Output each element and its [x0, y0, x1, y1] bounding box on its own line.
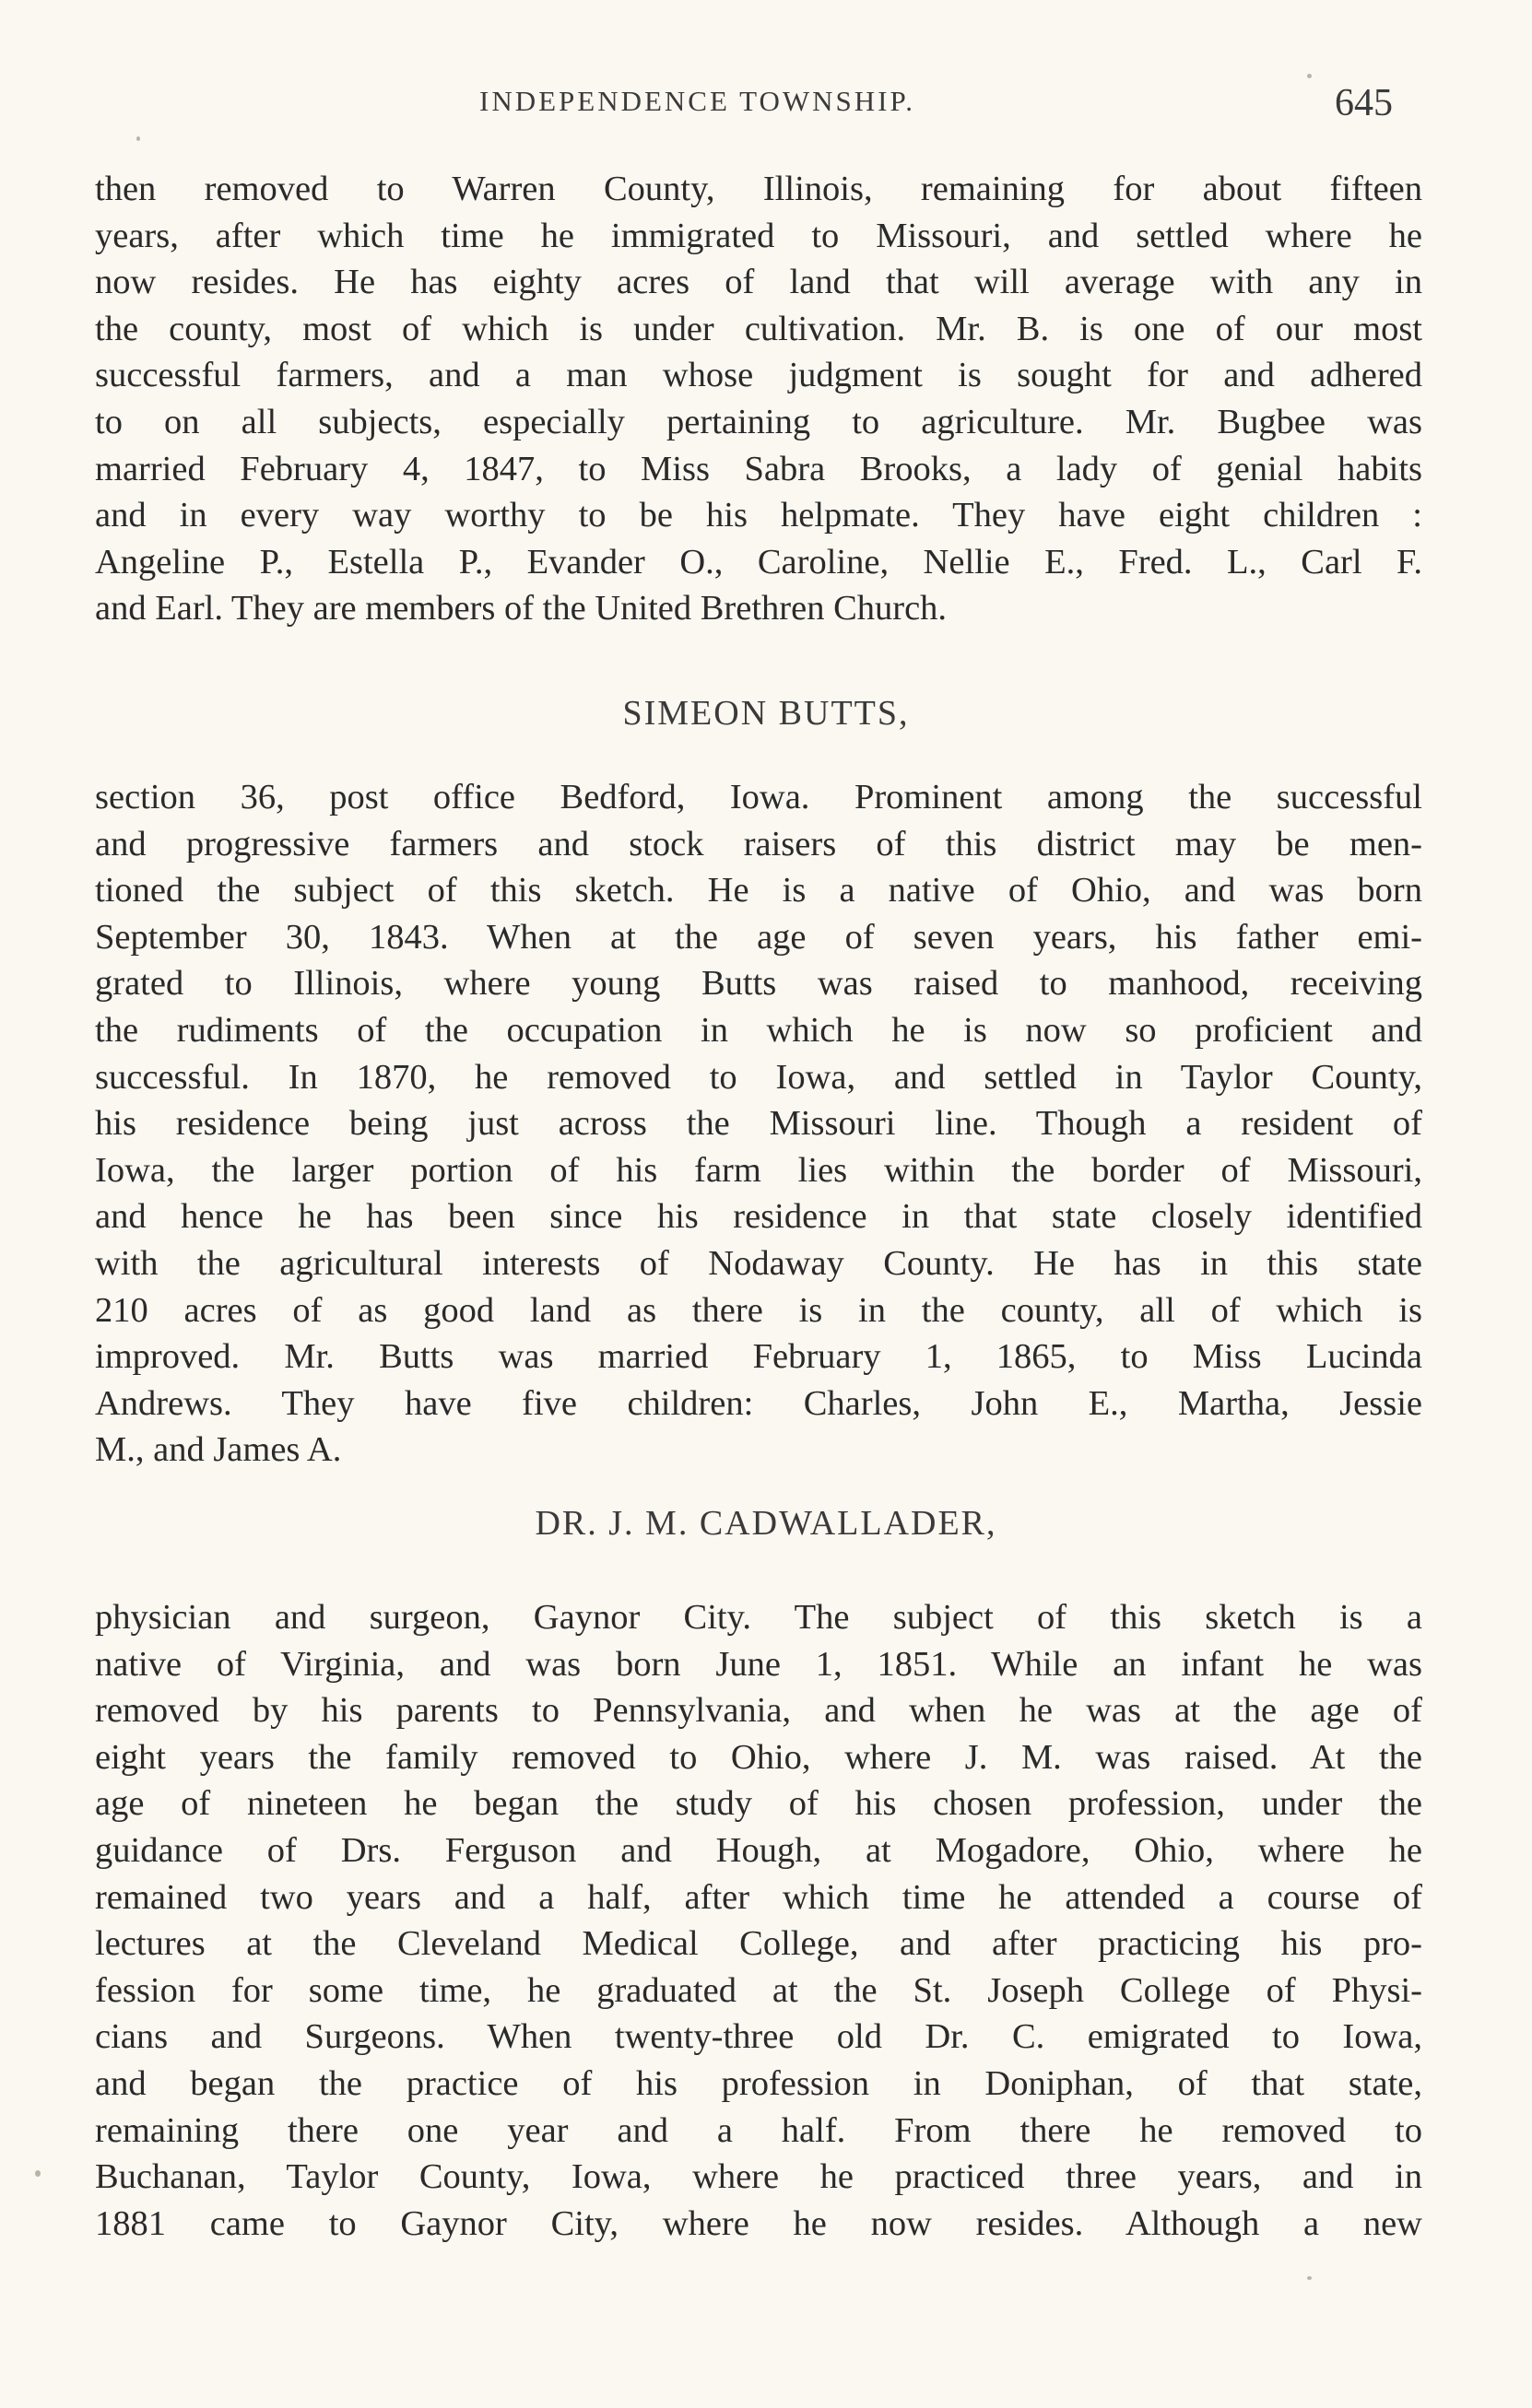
- text-line: eight years the family removed to Ohio, where J. M. was raised. At the: [95, 1737, 1422, 1777]
- text-line: fession for some time, he graduated at the St. Joseph College of Physi-: [95, 1970, 1422, 2010]
- text-line: the county, most of which is under cultivation. Mr. B. is one of our most: [95, 309, 1422, 348]
- text-line: native of Virginia, and was born June 1, 1851. While an infant he was: [95, 1644, 1422, 1684]
- text-line: successful farmers, and a man whose judgment is sought for and adhered: [95, 356, 1422, 395]
- text-line: lectures at the Cleveland Medical College, and after practicing his pro-: [95, 1924, 1422, 1964]
- text-line: improved. Mr. Butts was married February 1, 1865, to Miss Lucinda: [95, 1337, 1422, 1377]
- page-number: 645: [1335, 82, 1393, 124]
- text-line: married February 4, 1847, to Miss Sabra Brooks, a lady of genial habits: [95, 449, 1422, 488]
- text-line: successful. In 1870, he removed to Iowa, and settled in Taylor County,: [95, 1057, 1422, 1097]
- text-line: M., and James A.: [95, 1430, 342, 1470]
- text-line: Iowa, the larger portion of his farm lies within the border of Missouri,: [95, 1150, 1422, 1190]
- text-line: 1881 came to Gaynor City, where he now resides. Although a new: [95, 2203, 1422, 2243]
- text-line: guidance of Drs. Ferguson and Hough, at Mogadore, Ohio, where he: [95, 1830, 1422, 1870]
- continued-paragraph: [95, 166, 1422, 632]
- biography-cadwallader: [95, 1594, 1422, 2247]
- text-line: and began the practice of his profession in Doniphan, of that state,: [95, 2063, 1422, 2103]
- text-line: Buchanan, Taylor County, Iowa, where he practiced three years, and in: [95, 2157, 1422, 2197]
- text-line: and progressive farmers and stock raisers of this district may be men-: [95, 824, 1422, 863]
- paper-speck: [35, 2170, 41, 2177]
- text-line: then removed to Warren County, Illinois, remaining for about fifteen: [95, 170, 1422, 208]
- text-line: and in every way worthy to be his helpmate. They have eight children :: [95, 496, 1422, 535]
- section-heading-simeon-butts: SIMEON BUTTS,: [622, 694, 910, 733]
- running-head: [0, 81, 1532, 127]
- text-line: September 30, 1843. When at the age of seven years, his father emi-: [95, 917, 1422, 957]
- running-title: INDEPENDENCE TOWNSHIP.: [479, 85, 916, 117]
- paper-speck: [136, 136, 140, 141]
- text-line: remained two years and a half, after which time he attended a course of: [95, 1877, 1422, 1917]
- section-heading-cadwallader: DR. J. M. CADWALLADER,: [535, 1504, 997, 1543]
- text-line: and hence he has been since his residence in that state closely identified: [95, 1197, 1422, 1237]
- text-line: grated to Illinois, where young Butts was raised to manhood, receiving: [95, 964, 1422, 1004]
- text-line: age of nineteen he began the study of his chosen profession, under the: [95, 1784, 1422, 1824]
- text-line: Angeline P., Estella P., Evander O., Caroline, Nellie E., Fred. L., Carl F.: [95, 542, 1422, 581]
- text-line: to on all subjects, especially pertaining to agriculture. Mr. Bugbee was: [95, 402, 1422, 441]
- text-line: cians and Surgeons. When twenty-three old Dr. C. emigrated to Iowa,: [95, 2017, 1422, 2057]
- paper-speck: [1307, 2276, 1312, 2280]
- text-line: tioned the subject of this sketch. He is a native of Ohio, and was born: [95, 871, 1422, 910]
- text-line: with the agricultural interests of Nodaway County. He has in this state: [95, 1243, 1422, 1283]
- text-line: his residence being just across the Missouri line. Though a resident of: [95, 1104, 1422, 1144]
- text-line: and Earl. They are members of the United Brethren Church.: [95, 589, 948, 628]
- text-line: now resides. He has eighty acres of land that will average with any in: [95, 263, 1422, 302]
- biography-simeon-butts: [95, 774, 1422, 1474]
- text-line: years, after which time he immigrated to Missouri, and settled where he: [95, 216, 1422, 255]
- paper-speck: [1307, 74, 1312, 78]
- text-line: remaining there one year and a half. From there he removed to: [95, 2110, 1422, 2150]
- text-line: Andrews. They have five children: Charles, John E., Martha, Jessie: [95, 1383, 1422, 1423]
- text-line: physician and surgeon, Gaynor City. The subject of this sketch is a: [95, 1598, 1422, 1637]
- text-line: 210 acres of as good land as there is in the county, all of which is: [95, 1290, 1422, 1330]
- text-line: removed by his parents to Pennsylvania, and when he was at the age of: [95, 1691, 1422, 1731]
- text-line: the rudiments of the occupation in which he is now so proficient and: [95, 1010, 1422, 1050]
- text-line: section 36, post office Bedford, Iowa. Prominent among the successful: [95, 778, 1422, 816]
